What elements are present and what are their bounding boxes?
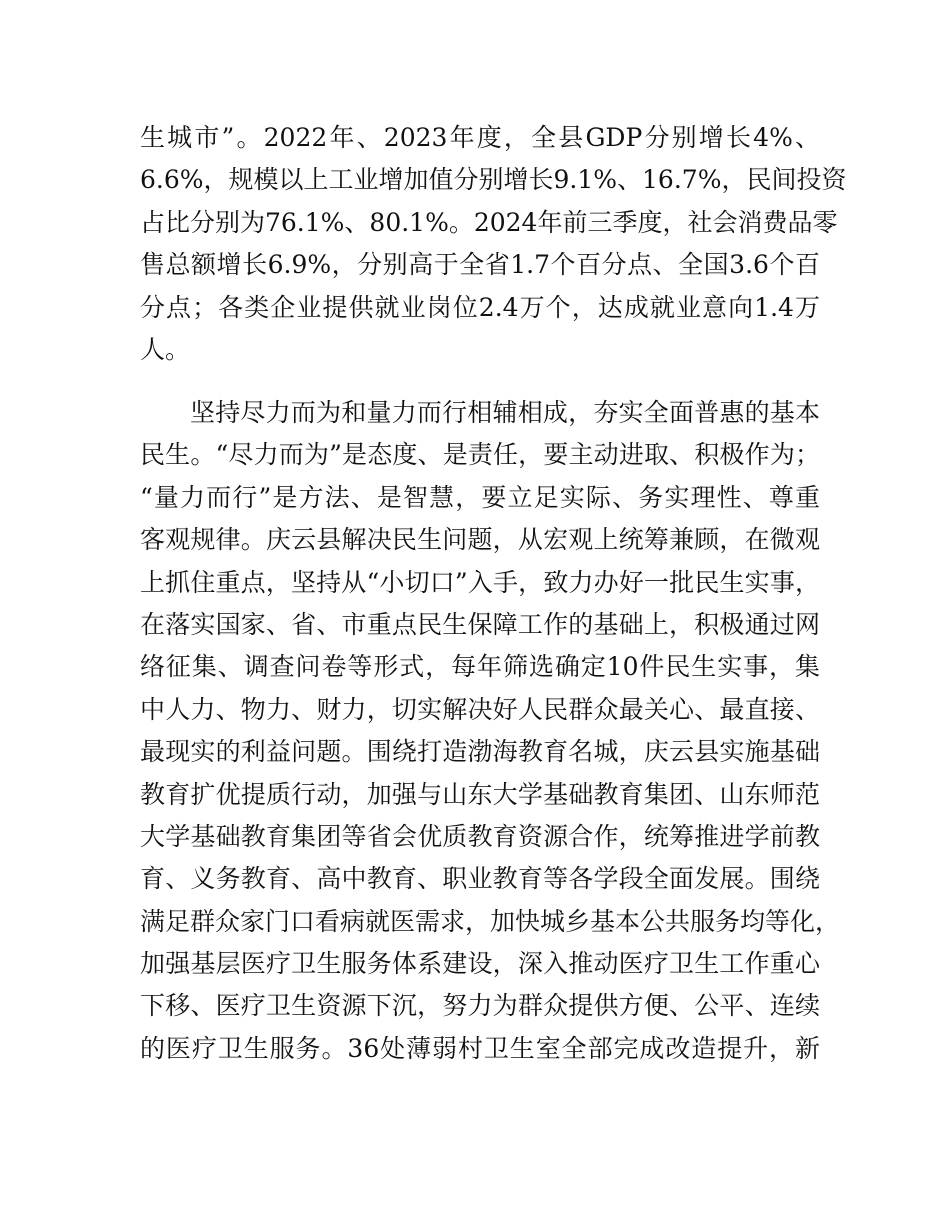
text-line: 的医疗卫生服务。36处薄弱村卫生室全部完成改造提升，新	[140, 1033, 820, 1063]
text-line: 在落实国家、省、市重点民生保障工作的基础上，积极通过网	[140, 609, 820, 639]
paragraph-economic-growth	[140, 117, 847, 371]
text-line: 生城市”。2022年、2023年度，全县GDP分别增长4%、	[140, 123, 820, 152]
text-line: 分点；各类企业提供就业岗位2.4万个，达成就业意向1.4万	[140, 292, 820, 322]
text-line: 售总额增长6.9%，分别高于全省1.7个百分点、全国3.6个百	[140, 250, 820, 280]
text-line: 下移、医疗卫生资源下沉，努力为群众提供方便、公平、连续	[140, 991, 820, 1021]
text-line: 占比分别为76.1%、80.1%。2024年前三季度，社会消费品零	[140, 207, 838, 237]
text-line: 上抓住重点，坚持从“小切口”入手，致力办好一批民生实事，	[140, 567, 820, 597]
text-line: “量力而行”是方法、是智慧，要立足实际、务实理性、尊重	[140, 482, 820, 512]
text-line: 加强基层医疗卫生服务体系建设，深入推动医疗卫生工作重心	[140, 949, 820, 979]
text-line: 坚持尽力而为和量力而行相辅相成，夯实全面普惠的基本	[190, 398, 820, 427]
text-line: 客观规律。庆云县解决民生问题，从宏观上统筹兼顾，在微观	[140, 525, 820, 555]
paragraph-basic-livelihood	[140, 392, 841, 1070]
text-line: 大学基础教育集团等省会优质教育资源合作，统筹推进学前教	[140, 821, 820, 851]
text-line: 民生。“尽力而为”是态度、是责任，要主动进取、积极作为；	[140, 440, 820, 470]
text-line: 教育扩优提质行动，加强与山东大学基础教育集团、山东师范	[140, 779, 820, 809]
text-line: 6.6%，规模以上工业增加值分别增长9.1%、16.7%，民间投资	[140, 165, 847, 195]
text-line: 人。	[140, 334, 191, 364]
text-line: 最现实的利益问题。围绕打造渤海教育名城，庆云县实施基础	[140, 737, 820, 767]
text-line: 育、义务教育、高中教育、职业教育等各学段全面发展。围绕	[140, 864, 820, 894]
text-line: 络征集、调查问卷等形式，每年筛选确定10件民生实事，集	[140, 652, 820, 682]
text-line: 中人力、物力、财力，切实解决好人民群众最关心、最直接、	[140, 694, 820, 724]
text-line: 满足群众家门口看病就医需求，加快城乡基本公共服务均等化，	[140, 906, 841, 936]
